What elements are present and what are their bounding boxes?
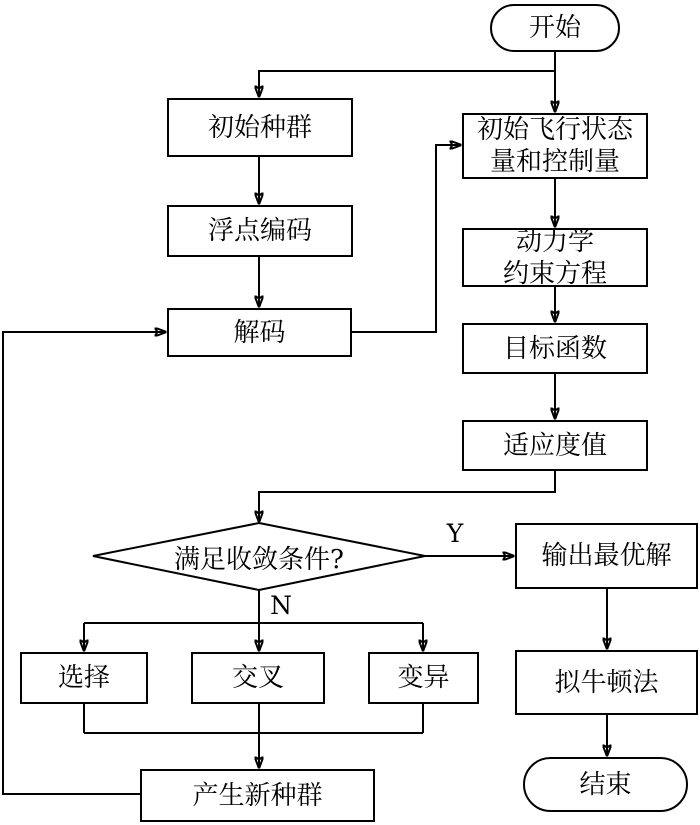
node-select-label: 选择 [57,663,110,693]
node-init-population [167,98,353,157]
node-convergence-decision [109,540,409,574]
node-crossover [191,652,325,704]
node-init-flight [462,113,648,179]
node-objective-label: 目标函数 [502,333,607,364]
node-quasi-newton-label: 拟牛顿法 [554,667,659,698]
node-dynamics-label: 动力学 约束方程 [502,226,607,289]
node-new-population [140,769,375,822]
node-output-optimal [515,523,698,589]
node-start [490,4,620,52]
node-float-encoding-label: 浮点编码 [207,216,312,246]
node-crossover-label: 交叉 [231,663,284,693]
node-init-population-label: 初始种群 [207,112,312,143]
node-fitness [462,420,648,471]
node-new-population-label: 产生新种群 [192,780,323,811]
node-float-encoding [167,205,353,257]
node-output-optimal-label: 输出最优解 [541,541,672,571]
node-init-flight-label: 初始飞行状态 量和控制量 [476,115,633,177]
node-mutation-label: 变异 [397,663,450,693]
edge-start-to-init-population [259,52,555,97]
edge-decode-to-init-flight [351,145,461,332]
node-select [20,652,148,704]
branch-label-yes: Y [446,518,464,548]
branch-label-no: N [270,590,292,620]
edge-fitness-to-convergence [259,471,555,522]
node-fitness-label: 适应度值 [502,430,607,461]
node-dynamics [462,228,648,287]
node-convergence-label: 满足收敛条件? [174,544,344,575]
node-decode [167,308,352,357]
node-objective [462,323,648,374]
node-end-label: 结束 [579,769,632,800]
node-end [523,757,688,812]
node-mutation [368,652,479,704]
node-decode-label: 解码 [233,317,286,348]
node-start-label: 开始 [528,13,581,43]
node-quasi-newton [515,650,698,715]
